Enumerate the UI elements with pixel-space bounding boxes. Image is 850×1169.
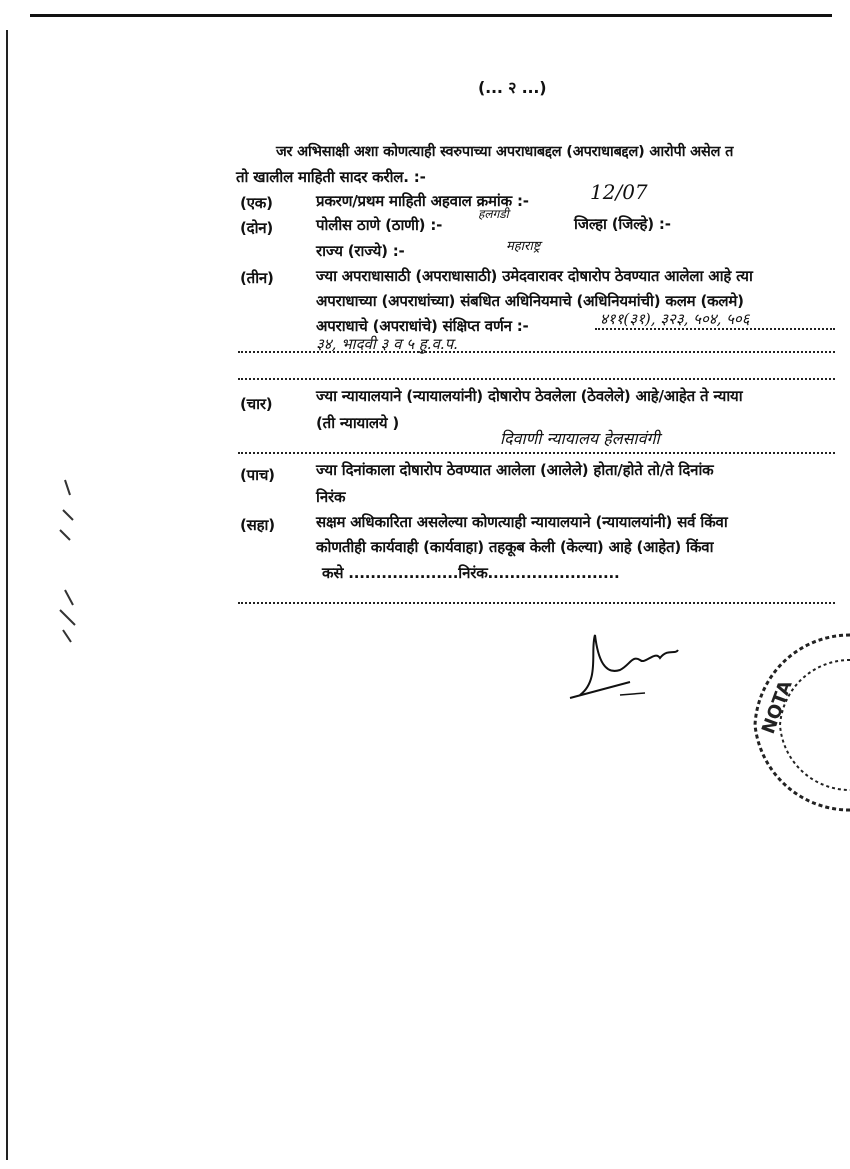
item-2-state-handwritten: महाराष्ट्र	[506, 239, 541, 254]
margin-marks	[45, 470, 85, 650]
item-3-line-3: अपराधाचे (अपराधांचे) संक्षिप्त वर्णन :-	[316, 317, 529, 335]
item-marker-1: (एक)	[240, 194, 273, 212]
item-3-sections-handwritten: ४११(३१), ३२३, ५०४, ५०६	[600, 310, 750, 328]
item-6-line-1: सक्षम अधिकारिता असलेल्या कोणत्याही न्यायालयाने (न्यायालयांनी) सर्व किंवा	[316, 513, 728, 531]
item-marker-6: (सहा)	[240, 516, 275, 534]
intro-line-2: तो खालील माहिती सादर करील. :-	[236, 168, 426, 186]
item-3-line-1: ज्या अपराधासाठी (अपराधासाठी) उमेदवारावर दोषारोप ठेवण्यात आलेला आहे त्या	[316, 267, 753, 285]
item-2-district-label: जिल्हा (जिल्हे) :-	[574, 215, 671, 233]
item-4-line-2: (ती न्यायालये )	[316, 414, 400, 432]
item-3-dotted-line	[595, 328, 835, 330]
item-4-dotted-line	[238, 452, 835, 454]
item-2-line-2: राज्य (राज्ये) :-	[316, 242, 405, 260]
notary-stamp	[735, 615, 850, 815]
item-1-handwritten: 12/07	[590, 180, 648, 204]
item-1-line-1: प्रकरण/प्रथम माहिती अहवाल क्रमांक :-	[316, 192, 529, 210]
item-3-handwritten-line-2: ३४, भादवी ३ व ५ हु.व.प.	[316, 335, 458, 353]
item-marker-5: (पाच)	[240, 466, 275, 484]
item-5-line-2: निरंक	[316, 488, 346, 506]
item-2-station-handwritten: हलगडी	[478, 207, 509, 221]
item-3-dotted-line-2	[238, 351, 835, 353]
item-marker-2: (दोन)	[240, 219, 274, 237]
item-marker-3: (तीन)	[240, 269, 274, 287]
item-5-line-1: ज्या दिनांकाला दोषारोप ठेवण्यात आलेला (आलेले) होता/होते तो/ते दिनांक	[316, 461, 714, 479]
item-3-line-2: अपराधाच्या (अपराधांच्या) संबधित अधिनियमाचे (अधिनियमांची) कलम (कलमे)	[316, 292, 744, 310]
item-6-dotted-line	[238, 602, 835, 604]
item-2-line-1: पोलीस ठाणे (ठाणी) :-	[316, 216, 443, 234]
item-4-line-1: ज्या न्यायालयाने (न्यायालयांनी) दोषारोप ठेवलेला (ठेवलेले) आहे/आहेत ते न्याया	[316, 387, 743, 405]
page-number: (... २ ...)	[478, 78, 547, 97]
item-6-line-2: कोणतीही कार्यवाही (कार्यवाहा) तहकूब केली (केल्या) आहे (आहेत) किंवा	[316, 538, 714, 556]
item-4-court-handwritten: दिवाणी न्यायालय हेलसावंगी	[500, 429, 660, 448]
item-6-line-3: कसे ....................निरंक........................	[322, 564, 620, 582]
item-3-dotted-line-3	[238, 378, 835, 380]
stamp-text: NOTA	[757, 677, 797, 737]
intro-line-1: जर अभिसाक्षी अशा कोणत्याही स्वरुपाच्या अपराधाबद्दल (अपराधाबद्दल) आरोपी असेल त	[276, 144, 734, 160]
signature	[560, 620, 700, 710]
item-marker-4: (चार)	[240, 395, 273, 413]
top-border-line	[30, 14, 832, 17]
left-border-line	[6, 30, 8, 1160]
